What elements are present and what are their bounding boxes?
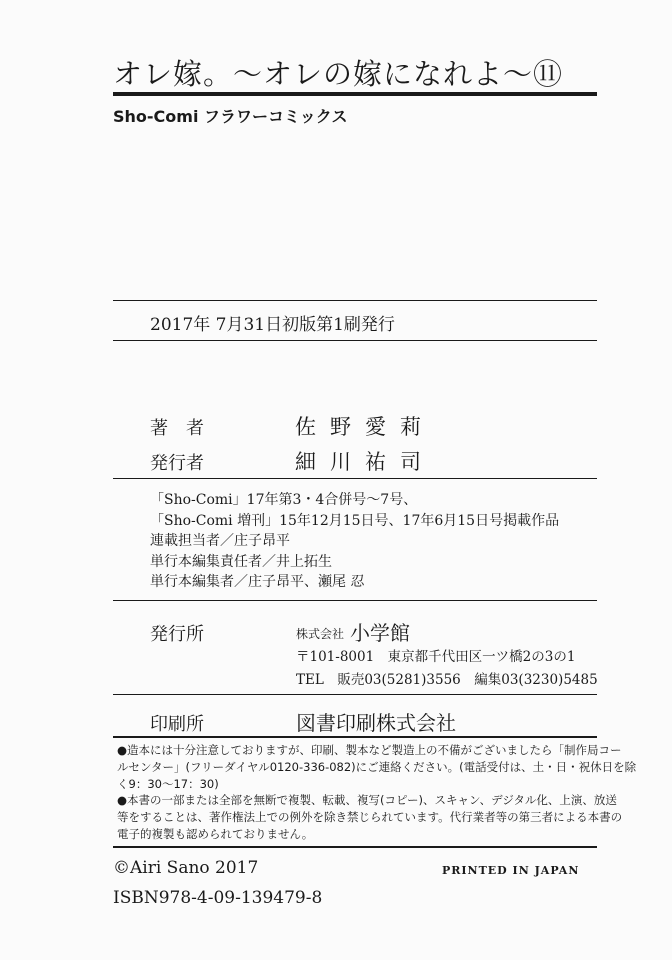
publisher-company-type: 株式会社 <box>296 627 345 641</box>
publisher-person-name: 細川祐司 <box>295 450 435 474</box>
author-label: 著 者 <box>150 418 204 439</box>
serialization-line: 「Sho-Comi」17年第3・4合併号〜7号、 <box>150 492 418 508</box>
serialization-line: 単行本編集者／庄子昂平、瀬尾 忍 <box>150 574 365 590</box>
date-rule-bottom <box>113 340 597 341</box>
note-line: く9：30〜17：30) <box>117 776 219 791</box>
publication-date: 2017年 7月31日初版第1刷発行 <box>150 315 395 335</box>
publisher-address: 〒101-8001 東京都千代田区一ツ橋2の3の1 <box>296 649 576 665</box>
note-line: ●本書の一部または全部を無断で複製、転載、複写(コピー)、スキャン、デジタル化、上演、放送 <box>117 793 617 808</box>
serialization-line: 「Sho-Comi 増刊」15年12月15日号、17年6月15日号掲載作品 <box>150 512 560 529</box>
credits-rule <box>113 478 597 479</box>
book-title: オレ嫁。〜オレの嫁になれよ〜⑪ <box>113 57 564 91</box>
serialization-line: 連載担当者／庄子昂平 <box>150 533 290 549</box>
legal-notes <box>117 742 636 843</box>
printer-rule-thick <box>113 736 597 738</box>
publisher-person-label: 発行者 <box>150 453 204 474</box>
series-name: Sho-Comi フラワーコミックス <box>113 107 348 126</box>
publisher-name: 小学館 <box>350 621 410 645</box>
author-name: 佐野愛莉 <box>295 415 435 439</box>
note-line: ルセンター」(フリーダイヤル0120-336-082)にご連絡ください。(電話受付は、土・日・祝休日を除 <box>117 759 637 774</box>
publisher-rule <box>113 694 597 695</box>
note-line: 等をすることは、著作権法上での例外を除き禁じられています。代行業者等の第三者による本書の <box>117 810 623 825</box>
printer-name: 図書印刷株式会社 <box>296 711 456 735</box>
serialization-line: 単行本編集責任者／井上拓生 <box>150 553 332 570</box>
title-rule-thick <box>113 92 597 96</box>
printer-label: 印刷所 <box>150 714 204 735</box>
serialization-credits <box>150 490 559 593</box>
copyright-notice: ©Airi Sano 2017 <box>113 858 259 878</box>
date-rule-top <box>113 300 597 301</box>
serialization-rule <box>113 600 597 601</box>
note-line: ●造本には十分注意しておりますが、印刷、製本など製造上の不備がございましたら「制作局コー <box>117 743 622 757</box>
publisher-phone: TEL 販売03(5281)3556 編集03(3230)5485 <box>296 672 598 688</box>
note-line: 電子的複製も認められておりません。 <box>117 826 314 841</box>
printed-in-japan: PRINTED IN JAPAN <box>442 864 580 877</box>
notes-rule-thick <box>113 846 597 848</box>
publisher-label: 発行所 <box>150 624 204 645</box>
isbn: ISBN978-4-09-139479-8 <box>113 888 323 908</box>
